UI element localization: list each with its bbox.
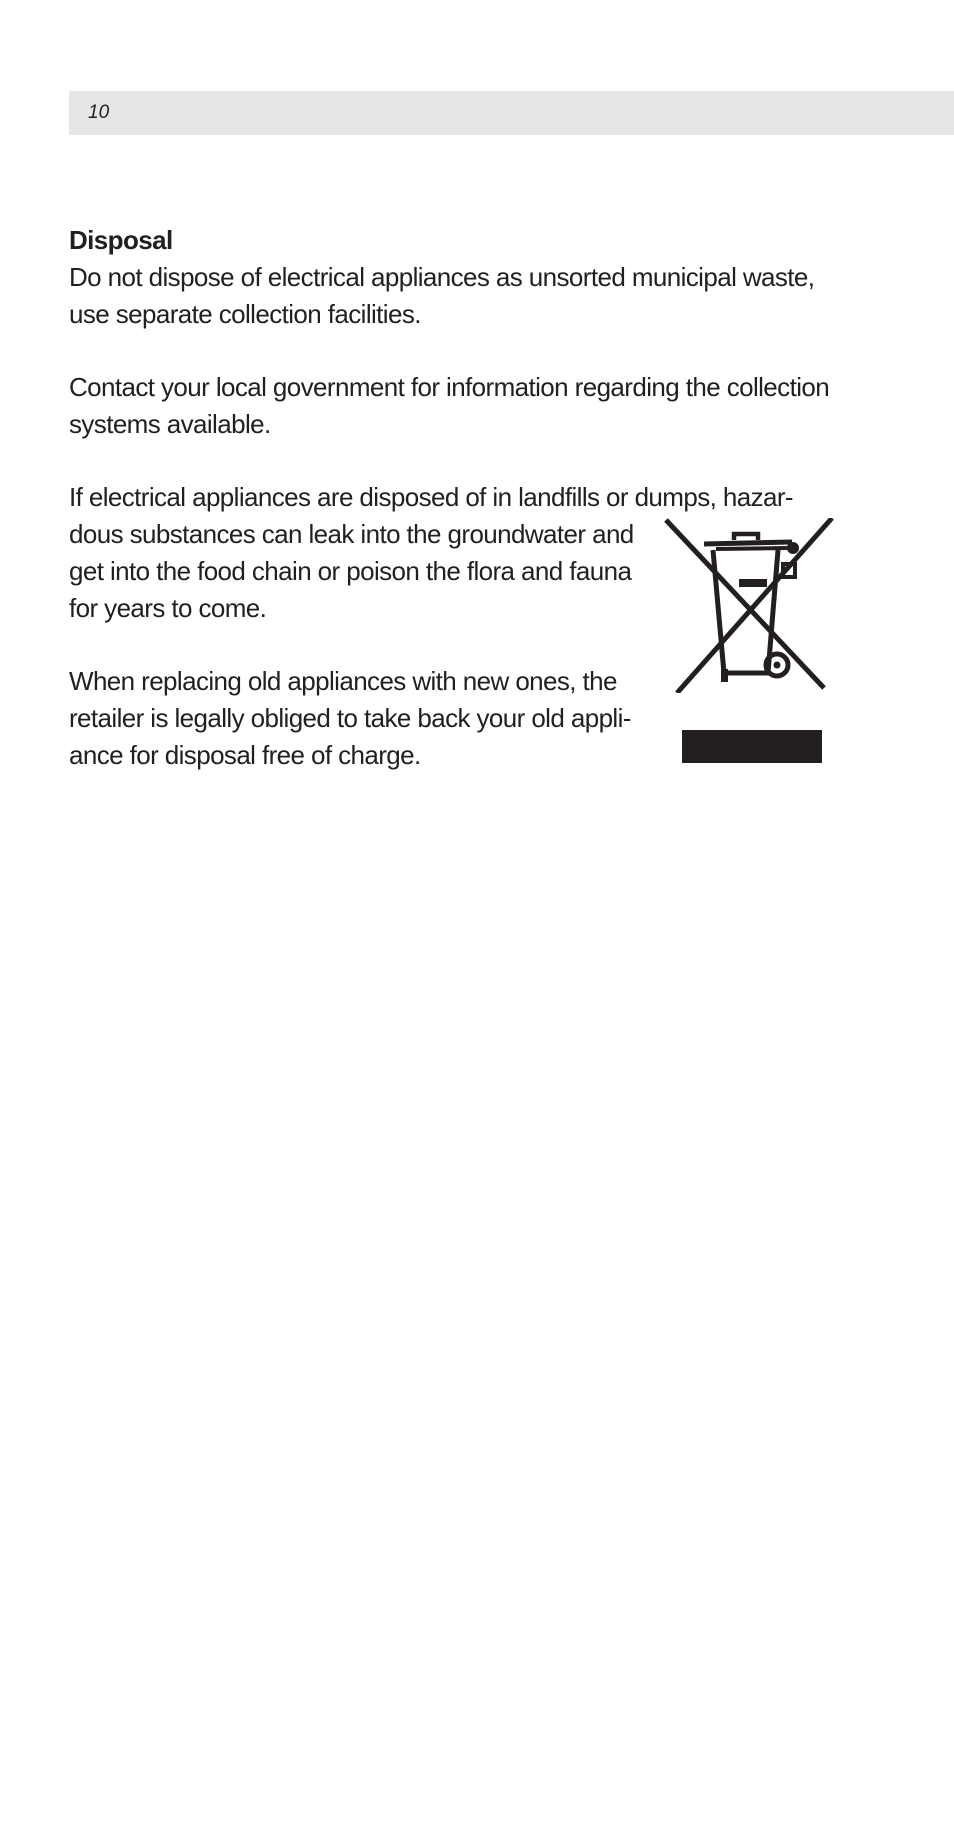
paragraph-line: Contact your local government for information regarding the collection [69,372,830,402]
weee-symbol [664,518,846,770]
paragraph-line: Do not dispose of electrical appliances as unsorted municipal waste, [69,262,815,292]
paragraph-line: retailer is legally obliged to take back your old appli- [69,703,631,733]
paragraph-line: When replacing old appliances with new ones, the [69,666,617,696]
paragraph-line: ance for disposal free of charge. [69,740,421,770]
paragraph-line: use separate collection facilities. [69,299,421,329]
paragraph-line: If electrical appliances are disposed of in landfills or dumps, hazar- [69,482,793,512]
paragraph-separate-collection [69,259,869,333]
page-header-bar [69,91,954,135]
paragraph-line: dous substances can leak into the groundwater and [69,519,634,549]
page-number: 10 [88,102,110,123]
paragraph-contact-government [69,369,869,443]
crossed-out-wheelie-bin-icon [664,518,834,693]
paragraph-line: get into the food chain or poison the flora and fauna [69,556,632,586]
paragraph-line: for years to come. [69,593,267,623]
weee-black-bar [682,730,822,763]
paragraph-line: systems available. [69,409,271,439]
section-title: Disposal [69,225,173,255]
